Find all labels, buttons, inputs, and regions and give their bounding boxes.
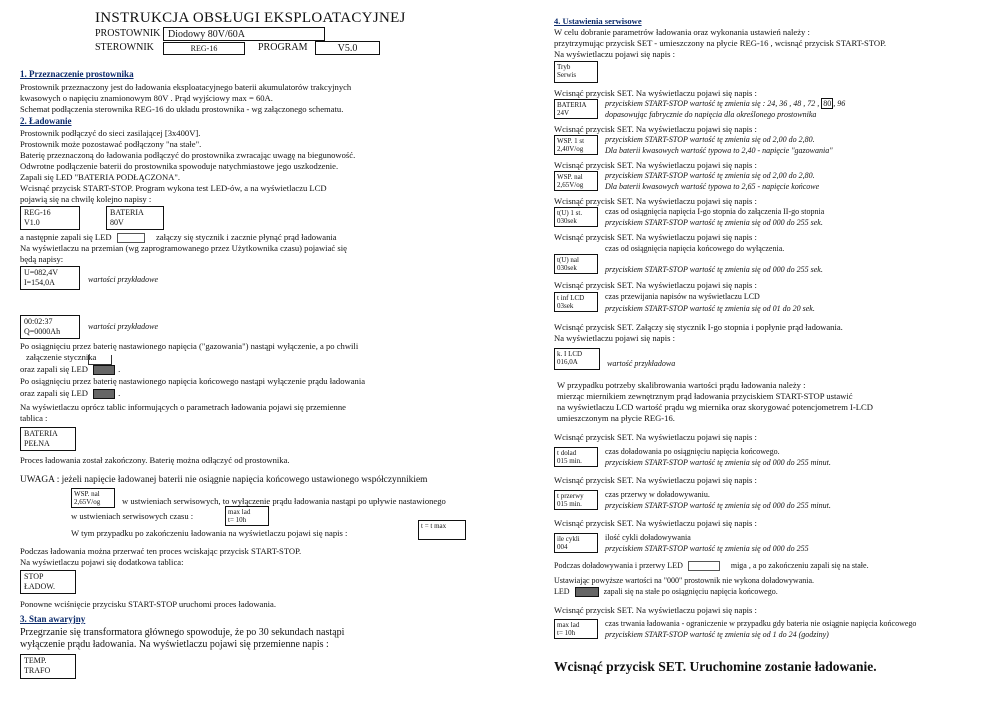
- calib-line: na wyświetlaczu LCD wartość prądu wg miernika oraz skorygować potencjometrem I-LCD: [557, 402, 873, 412]
- press-set: Wcisnąć przycisk SET. Na wyświetlaczu pojawi się napis :: [554, 88, 757, 98]
- lcd-line: 24V: [557, 109, 570, 117]
- led-indicator-icon: [117, 233, 145, 243]
- finish-line: Proces ładowania został zakończony. Baterię można odłączyć od prostownika.: [20, 455, 290, 465]
- uwaga-line: UWAGA : jeżeli napięcie ładowanej baterii nie osiągnie napięcia końcowego ustawionego współczynnikiem: [20, 475, 428, 485]
- ust-line: Ustawiając powyższe wartości na "000" prostownik nie wykona doładowywania.: [554, 576, 815, 585]
- document-title: INSTRUKCJA OBSŁUGI EKSPLOATACYJNEJ: [95, 10, 406, 26]
- stop-line: Na wyświetlaczu pojawi się dodatkowa tablica:: [20, 557, 184, 567]
- press-set: Wcisnąć przycisk SET. Na wyświetlaczu pojawi się napis :: [554, 605, 757, 615]
- sterownik-label: STEROWNIK: [95, 42, 154, 53]
- lcd-display-maxlad: [225, 506, 269, 526]
- tdol-desc: czas doładowania po osiągnięciu napięcia końcowego.: [605, 447, 780, 456]
- tprz-desc: przyciskiem START-STOP wartość tę zmienia się od 000 do 255 minut.: [605, 501, 831, 510]
- lcd-display-bateria: [106, 206, 164, 230]
- lcd-display-full: [20, 427, 76, 451]
- lcd-display-time: [20, 315, 80, 339]
- example-label: wartości przykładowe: [88, 275, 158, 284]
- lcd-display-tprz: [554, 490, 598, 510]
- calib-line: W przypadku potrzeby skalibrowania wartości prądu ładowania należy :: [557, 380, 806, 390]
- lcd-line: WSP. nal: [557, 173, 583, 181]
- text: zapali się na stałe po osiągnięciu napięcia końcowego.: [603, 587, 778, 596]
- s2-display-line: Na wyświetlaczu na przemian (wg zaprogramowanego przez Użytkownika czasu) pojawiać się: [20, 243, 347, 253]
- lcd-line: BATERIA: [24, 429, 58, 438]
- lcd-line: STOP: [24, 572, 44, 581]
- ile-desc: przyciskiem START-STOP wartość tę zmienia się od 000 do 255: [605, 544, 809, 553]
- lcd-line: Serwis: [557, 71, 577, 79]
- wsp1-desc: przyciskiem START-STOP wartość tę zmienia się od 2,00 do 2,80.: [605, 135, 815, 144]
- lcd-line: WSP. 1 st: [557, 137, 585, 145]
- lcd-line: 2,65V/og: [74, 498, 101, 506]
- s2-line: Baterię przeznaczoną do ładowania podłączyć do prostownika zwracając uwagę na biegunowość.: [20, 150, 356, 160]
- led-indicator-icon: [575, 587, 599, 597]
- lcd-line: 015 min.: [557, 500, 582, 508]
- lcd-line: 2,65V/og: [557, 181, 584, 189]
- tinf-desc: przyciskiem START-STOP wartość tę zmienia się od 01 do 20 sek.: [605, 304, 815, 313]
- press-set: Wcisnąć przycisk SET. Na wyświetlaczu pojawi się napis :: [554, 232, 757, 242]
- led-indicator-icon: [688, 561, 720, 571]
- info-line: Na wyświetlaczu oprócz tablic informujących o parametrach ładowania pojawi się przemienne: [20, 402, 346, 412]
- example-label: wartości przykładowe: [88, 322, 158, 331]
- lcd-line: I=154,0A: [24, 277, 55, 287]
- press-set: Wcisnąć przycisk SET. Na wyświetlaczu pojawi się napis :: [554, 518, 757, 528]
- uwaga-line: w ustwieniach serwisowych, to wyłączenie prądu ładowania nastąpi po upływie nastawionego: [122, 496, 446, 506]
- lcd-line: t= 10h: [557, 629, 576, 637]
- tun-desc: czas od osiągnięcia napięcia końcowego do wyłączenia.: [605, 244, 785, 253]
- na-wysw: Na wyświetlaczu pojawi się napis :: [554, 333, 675, 343]
- wsp1-desc: Dla baterii kwasowych wartość typowa to 2,40 - napięcie "gazowania": [605, 146, 833, 155]
- lcd-line: 016,0A: [557, 358, 578, 366]
- lcd-display-temp: [20, 654, 76, 679]
- s2-line: Zapali się LED "BATERIA PODŁĄCZONA".: [20, 172, 181, 182]
- section-2-heading: 2. Ładowanie: [20, 116, 72, 126]
- led-indicator-icon: [93, 365, 115, 375]
- lcd-line: 015 min.: [557, 457, 582, 465]
- s2-display-line: będą napisy:: [20, 254, 64, 264]
- s4-intro: W celu dobranie parametrów ładowania oraz wykonania ustawień należy :: [554, 27, 810, 37]
- lcd-display-tinf: [554, 292, 598, 312]
- info-line: tablica :: [20, 413, 48, 423]
- lcd-display-reg: [20, 206, 80, 230]
- calib-line: mierząc miernikiem zewnętrznym prąd ładowania przyciskiem START-STOP ustawić: [557, 391, 853, 401]
- restart-line: Ponowne wciśnięcie przycisku START-STOP uruchomi proces ładowania.: [20, 599, 277, 609]
- lcd-line: V1.0: [24, 217, 40, 227]
- s4-intro: przytrzymując przycisk SET - umieszczony na płycie REG-16 , wcisnąć przycisk START-STOP.: [554, 38, 887, 48]
- lcd-line: 80V: [110, 217, 124, 227]
- lcd-line: BATERIA: [557, 101, 587, 109]
- lcd-line: TEMP.: [24, 656, 47, 665]
- gas-line: załączenie stycznika: [26, 352, 97, 362]
- lcd-display-bateria-svc: [554, 99, 598, 119]
- lcd-display-tdol: [554, 447, 598, 467]
- lcd-display-ki: [554, 348, 600, 370]
- lcd-display-tun: [554, 254, 598, 274]
- s3-line: wyłączenie prądu ładowania. Na wyświetlaczu pojawi się przemienne napis :: [20, 639, 329, 650]
- uwaga-line: w ustwieniach serwisowych czasu :: [71, 511, 194, 521]
- lcd-display-tmax: t = t max: [418, 520, 466, 540]
- section-1-heading: 1. Przeznaczenie prostownika: [20, 69, 134, 79]
- lcd-line: t inf LCD: [557, 294, 585, 302]
- calib-line: umieszczonym na płycie REG-16.: [557, 413, 675, 423]
- lcd-line: 030sek: [557, 264, 577, 272]
- press-set-styk: Wcisnąć przycisk SET. Załączy się stycznik I-go stopnia i popłynie prąd ładowania.: [554, 322, 843, 332]
- tu1-desc: przyciskiem START-STOP wartość tę zmienia się od 000 do 255 sek.: [605, 218, 823, 227]
- press-set: Wcisnąć przycisk SET. Na wyświetlaczu pojawi się napis :: [554, 432, 757, 442]
- bateria-desc: dopasowując fabrycznie do napięcia dla określonego prostownika: [605, 110, 817, 119]
- section-3-heading: 3. Stan awaryjny: [20, 614, 86, 624]
- max-desc: czas trwania ładowania - ograniczenie w przypadku gdy bateria nie osiągnie napięcia końcowego: [605, 619, 917, 628]
- text: przyciskiem START-STOP wartość tę zmienia się : 24, 36 , 48 , 72 ,: [605, 99, 820, 108]
- s4-intro: Na wyświetlaczu pojawi się napis :: [554, 49, 675, 59]
- lcd-line: t(U) 1 st.: [557, 209, 583, 217]
- lcd-display-stop: [20, 570, 76, 594]
- lcd-line: t dolad: [557, 449, 577, 457]
- lcd-line: TRAFO: [24, 665, 51, 675]
- text: miga , a po zakończeniu zapali się na stałe.: [730, 561, 869, 570]
- lcd-line: max lad: [228, 508, 251, 516]
- press-set: Wcisnąć przycisk SET. Na wyświetlaczu pojawi się napis :: [554, 124, 757, 134]
- s1-line: kwasowych o napięciu znamionowym 80V . Prąd wyjściowy max = 60A.: [20, 93, 273, 103]
- lcd-line: max lad: [557, 621, 580, 629]
- press-set: Wcisnąć przycisk SET. Na wyświetlaczu pojawi się napis :: [554, 475, 757, 485]
- tun-desc: przyciskiem START-STOP wartość tę zmienia się od 000 do 255 sek.: [605, 265, 823, 274]
- s1-line: Prostownik przeznaczony jest do ładowania eksploatacyjnego baterii akumulatorów trakcyjnych: [20, 82, 352, 92]
- led-line: [20, 232, 337, 243]
- lcd-line: 004: [557, 543, 568, 551]
- bateria-desc: [605, 99, 845, 109]
- tdol-desc: przyciskiem START-STOP wartość tę zmienia się od 000 do 255 minut.: [605, 458, 831, 467]
- lcd-display-ile: [554, 533, 598, 553]
- press-set: Wcisnąć przycisk SET. Na wyświetlaczu pojawi się napis :: [554, 280, 757, 290]
- lcd-line: 03sek: [557, 302, 574, 310]
- stop-line: Podczas ładowania można przerwać ten proces wciskając przycisk START-STOP.: [20, 546, 302, 556]
- end-line: Po osiągnięciu przez baterię nastawionego napięcia końcowego nastąpi wyłączenie prądu ładowania: [20, 376, 366, 386]
- lcd-display-wsp: [71, 488, 115, 508]
- text: załączy się stycznik i zacznie płynąć prąd ładowania: [155, 232, 337, 242]
- s2-line: Wcisnąć przycisk START-STOP. Program wykona test LED-ów, a na wyświetlaczu LCD: [20, 183, 327, 193]
- text: oraz zapali się LED: [20, 388, 88, 398]
- ile-desc: ilość cykli doładowywania: [605, 533, 691, 542]
- lcd-line: 030sek: [557, 217, 577, 225]
- lcd-line: t= 10h: [228, 516, 247, 524]
- section-4-heading: 4. Ustawienia serwisowe: [554, 16, 642, 26]
- max-desc: przyciskiem START-STOP wartość tę zmienia się od 1 do 24 (godziny): [605, 630, 829, 639]
- lcd-line: WSP. nal: [74, 490, 100, 498]
- lcd-line: BATERIA: [110, 208, 144, 217]
- lcd-display-tryb: [554, 61, 598, 83]
- press-set: Wcisnąć przycisk SET. Na wyświetlaczu pojawi się napis :: [554, 160, 757, 170]
- lcd-line: PEŁNA: [24, 438, 50, 448]
- text: oraz zapali się LED: [20, 364, 88, 374]
- text: LED: [554, 587, 570, 596]
- text: Podczas doładowywania i przerwy LED: [554, 561, 683, 570]
- lcd-display-tu1: [554, 207, 598, 227]
- lcd-line: REG-16: [24, 208, 51, 217]
- wspn-desc: przyciskiem START-STOP wartość tę zmienia się od 2,00 do 2,80.: [605, 171, 815, 180]
- lcd-display-maxlad-svc: [554, 619, 598, 639]
- lcd-line: t(U) nal: [557, 256, 579, 264]
- lcd-line: t przerwy: [557, 492, 584, 500]
- lcd-line: ŁADOW.: [24, 581, 56, 591]
- lcd-display-wspn: [554, 171, 598, 191]
- sterownik-value: REG-16: [163, 42, 245, 55]
- press-set: Wcisnąć przycisk SET. Na wyświetlaczu pojawi się napis :: [554, 196, 757, 206]
- tu1-desc: czas od osiągnięcia napięcia I-go stopnia do załączenia II-go stopnia: [605, 207, 825, 216]
- gas-line: Po osiągnięciu przez baterię nastawionego napięcia ("gazowania") nastąpi wyłączenie, a po chwili: [20, 341, 359, 351]
- lcd-line: Q=0000Ah: [24, 326, 61, 336]
- final-instruction: Wcisnąć przycisk SET. Uruchomine zostanie ładowanie.: [554, 659, 877, 674]
- lcd-line: Tryb: [557, 63, 571, 71]
- s2-line: Prostownik może pozostawać podłączony "na stałe".: [20, 139, 202, 149]
- lcd-display-u: [20, 266, 80, 290]
- s2-line: Odwrotne podłączenie baterii do prostownika spowoduje natychmiastowe jego uszkodzenie.: [20, 161, 339, 171]
- lcd-line: U=082,4V: [24, 268, 59, 277]
- led-indicator-icon: [93, 389, 115, 399]
- tinf-desc: czas przewijania napisów na wyświetlaczu LCD: [605, 292, 760, 301]
- wspn-desc: Dla baterii kwasowych wartość typowa to 2,65 - napięcie końcowe: [605, 182, 820, 191]
- example-label: wartość przykładowa: [607, 359, 676, 368]
- text: .: [118, 364, 121, 374]
- ust-led-line: [554, 587, 778, 598]
- end-led-line: [20, 388, 120, 399]
- program-value: V5.0: [315, 41, 380, 55]
- prostownik-label: PROSTOWNIK: [95, 28, 161, 39]
- lcd-display-wsp1: [554, 135, 598, 155]
- uwaga-line: W tym przypadku po zakończeniu ładowania na wyświetlaczu pojawi się napis :: [71, 528, 348, 538]
- program-label: PROGRAM: [258, 42, 308, 53]
- s2-line: pojawią się na chwilę kolejno napisy :: [20, 194, 152, 204]
- highlighted-value: 80: [823, 99, 832, 108]
- text: , 96: [833, 99, 846, 108]
- lcd-line: ile cykli: [557, 535, 580, 543]
- s2-line: Prostownik podłączyć do sieci zasilającej [3x400V].: [20, 128, 201, 138]
- gas-led-line: [20, 364, 120, 375]
- s1-line: Schemat podłączenia sterownika REG-16 do układu prostownika - wg załączonego schematu.: [20, 104, 344, 114]
- lcd-line: 00:02:37: [24, 317, 53, 326]
- prostownik-value: Diodowy 80V/60A: [163, 27, 325, 41]
- lcd-line: 2,40V/og: [557, 145, 584, 153]
- lcd-line: k. I LCD: [557, 350, 583, 358]
- s3-line: Przegrzanie się transformatora głównego spowoduje, że po 30 sekundach nastąpi: [20, 627, 345, 638]
- text: a następnie zapali się LED: [20, 232, 112, 242]
- text: .: [118, 388, 121, 398]
- dolad-line: [554, 561, 869, 572]
- tprz-desc: czas przerwy w doładowywaniu.: [605, 490, 710, 499]
